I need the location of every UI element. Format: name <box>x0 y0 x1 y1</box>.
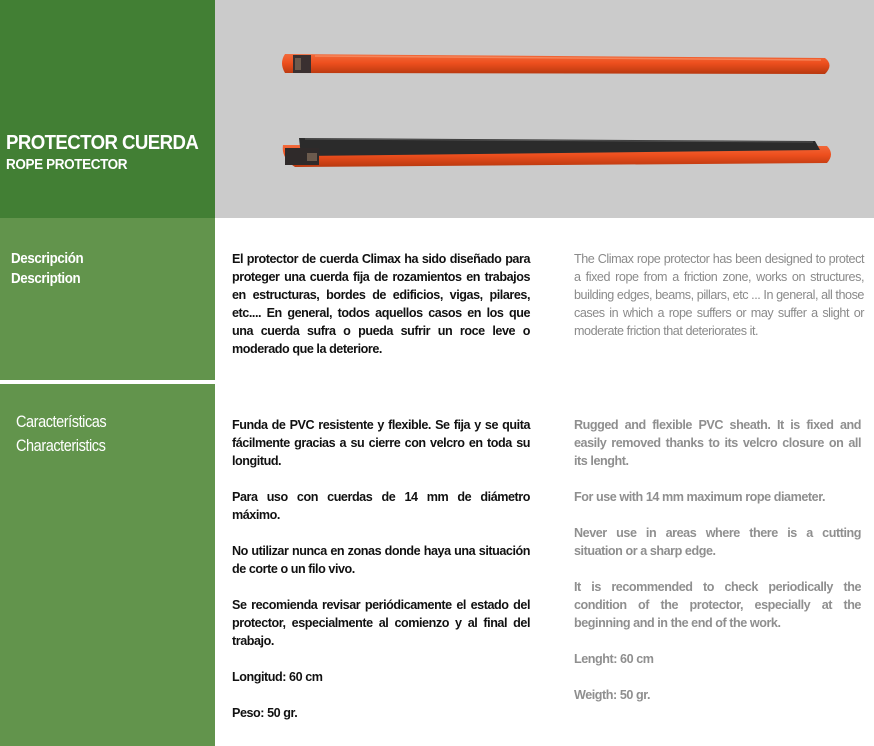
characteristic-en: It is recommended to check periodically the condition of the protector, especially at the beginning and in the end of the work. <box>574 580 861 630</box>
product-subtitle: ROPE PROTECTOR <box>6 157 128 173</box>
title-panel <box>0 0 215 218</box>
characteristics-label-panel <box>0 384 215 746</box>
characteristic-en: Rugged and flexible PVC sheath. It is fixed and easily removed thanks to its velcro closure on all its lenght. <box>574 418 861 468</box>
description-label-es: Descripción <box>11 251 84 267</box>
product-photo <box>215 0 874 218</box>
characteristic-es: Funda de PVC resistente y flexible. Se fija y se quita fácilmente gracias a su cierre con velcro en toda su longitud. <box>232 418 530 468</box>
characteristic-en: Never use in areas where there is a cutting situation or a sharp edge. <box>574 526 861 558</box>
description-text-es: El protector de cuerda Climax ha sido diseñado para proteger una cuerda fija de rozamientos en trabajos en estructuras, bordes de edificios, vigas, pilares, etc.... En general, todos aquellos casos en los que una cuerda sufra o pueda sufrir un roce leve o moderado que la deteriore. <box>232 252 530 356</box>
description-text-en: The Climax rope protector has been designed to protect a fixed rope from a friction zone, works on structures, building edges, beams, pillars, etc ... In general, all those cases in which a rope suffers or may suffer a slight or moderate friction that deteriorates it. <box>574 252 864 338</box>
description-label-en: Description <box>11 271 81 287</box>
characteristics-list-es <box>232 416 530 722</box>
open-protector <box>283 138 831 167</box>
characteristics-label-es: Características <box>16 413 107 431</box>
characteristic-es: Para uso con cuerdas de 14 mm de diámetro máximo. <box>232 490 530 522</box>
characteristic-en: For use with 14 mm maximum rope diameter. <box>574 490 825 504</box>
rope-protector-photo-icon <box>215 0 874 218</box>
characteristics-label-en: Characteristics <box>16 437 106 455</box>
characteristic-es: Peso: 50 gr. <box>232 706 298 720</box>
characteristic-es: Longitud: 60 cm <box>232 670 323 684</box>
closed-protector <box>282 54 830 74</box>
characteristic-es: Se recomienda revisar periódicamente el estado del protector, especialmente al comienzo y al final del trabajo. <box>232 598 530 648</box>
characteristic-es: No utilizar nunca en zonas donde haya una situación de corte o un filo vivo. <box>232 544 530 576</box>
characteristics-list-en <box>574 416 861 704</box>
description-label-panel <box>0 218 215 380</box>
characteristic-en: Weigth: 50 gr. <box>574 688 651 702</box>
product-title: PROTECTOR CUERDA <box>6 132 199 154</box>
characteristic-en: Lenght: 60 cm <box>574 652 654 666</box>
